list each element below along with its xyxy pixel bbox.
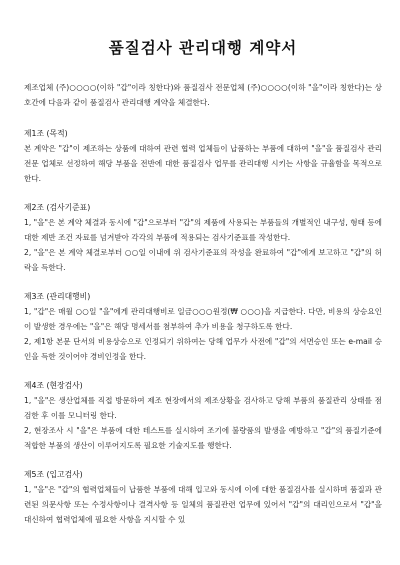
article-heading: 제3조 (관리대행비) xyxy=(24,292,91,301)
article-1 xyxy=(24,126,382,186)
article-heading: 제1조 (목적) xyxy=(24,129,68,138)
article-paragraph: 1, "갑"은 매월 ○○일 "을"에게 관리대행비로 일금○○○원정(₩ ○○○)을 지급한다. 다만, 비용의 상승요인이 발생한 경우에는 "을"은 해당 명세서를 첨부하여 추가 비용을 청구하도록 한다. xyxy=(24,307,382,331)
article-paragraph: 2, 제1항 본문 단서의 비용상승으로 인정되기 위하여는 당해 업무가 사전에 "갑"의 서면승인 또는 e-mail 승인을 득한 것이어야 경비인정을 한다. xyxy=(24,337,382,361)
article-paragraph: 1, "을"은 생산업체를 직접 방문하여 제조 현장에서의 제조상황을 검사하고 당해 부품의 품질관리 상태를 점검한 후 이를 모니터링 한다. xyxy=(24,396,382,420)
article-5 xyxy=(24,467,382,527)
intro-paragraph: 제조업체 (주)○○○○(이하 "갑"이라 칭한다)와 품질검사 전문업체 (주)○○○○(이하 "을"이라 칭한다)는 상호간에 다음과 같이 품질검사 관리대행 계약을 체결한다. xyxy=(24,83,382,107)
article-4 xyxy=(24,378,382,453)
article-heading: 제5조 (입고검사) xyxy=(24,470,83,479)
article-2 xyxy=(24,200,382,275)
article-3 xyxy=(24,289,382,364)
article-paragraph: 본 계약은 "갑"이 제조하는 상품에 대하여 관련 협력 업체들이 납품하는 부품에 대하여 "을"을 품질검사 관리전문 업체로 선정하여 해당 부품을 전반에 대한 품질검사 업무를 관리대행 시키는 사항을 규율함을 목적으로 한다. xyxy=(24,144,382,183)
article-paragraph: 1, "을"은 "갑"의 협력업체들이 납품한 부품에 대해 입고와 동시에 이에 대한 품질검사를 실시하며 품질과 관련된 의문사항 또는 수정사항이나 결격사항 등 일체의 품질관련 업무에 있어서 "갑"의 대리인으로서 "갑"을 대신하여 협력업체에 필요한 사항을 지시할 수 있 xyxy=(24,485,382,524)
article-paragraph: 1, "을"은 본 계약 체결과 동시에 "갑"으로부터 "갑"의 제품에 사용되는 부품들의 개별적인 내구성, 형태 등에 대한 제반 조건 자료를 넘겨받아 각각의 부품에 적용되는 검사기준표를 작성한다. xyxy=(24,218,382,242)
article-paragraph: 2, 현장조사 시 "을"은 부품에 대한 테스트를 실시하여 조기에 불량품의 발생을 예방하고 "갑"의 품질기준에 적합한 부품의 생산이 이루어지도록 필요한 기술지도를 행한다. xyxy=(24,426,382,450)
article-heading: 제4조 (현장검사) xyxy=(24,381,83,390)
document-title: 품질검사 관리대행 계약서 xyxy=(108,39,298,57)
article-heading: 제2조 (검사기준표) xyxy=(24,203,91,212)
article-paragraph: 2, "을"은 본 계약 체결로부터 ○○일 이내에 위 검사기준표의 작성을 완료하여 "갑"에게 보고하고 "갑"의 허락을 득한다. xyxy=(24,248,382,272)
